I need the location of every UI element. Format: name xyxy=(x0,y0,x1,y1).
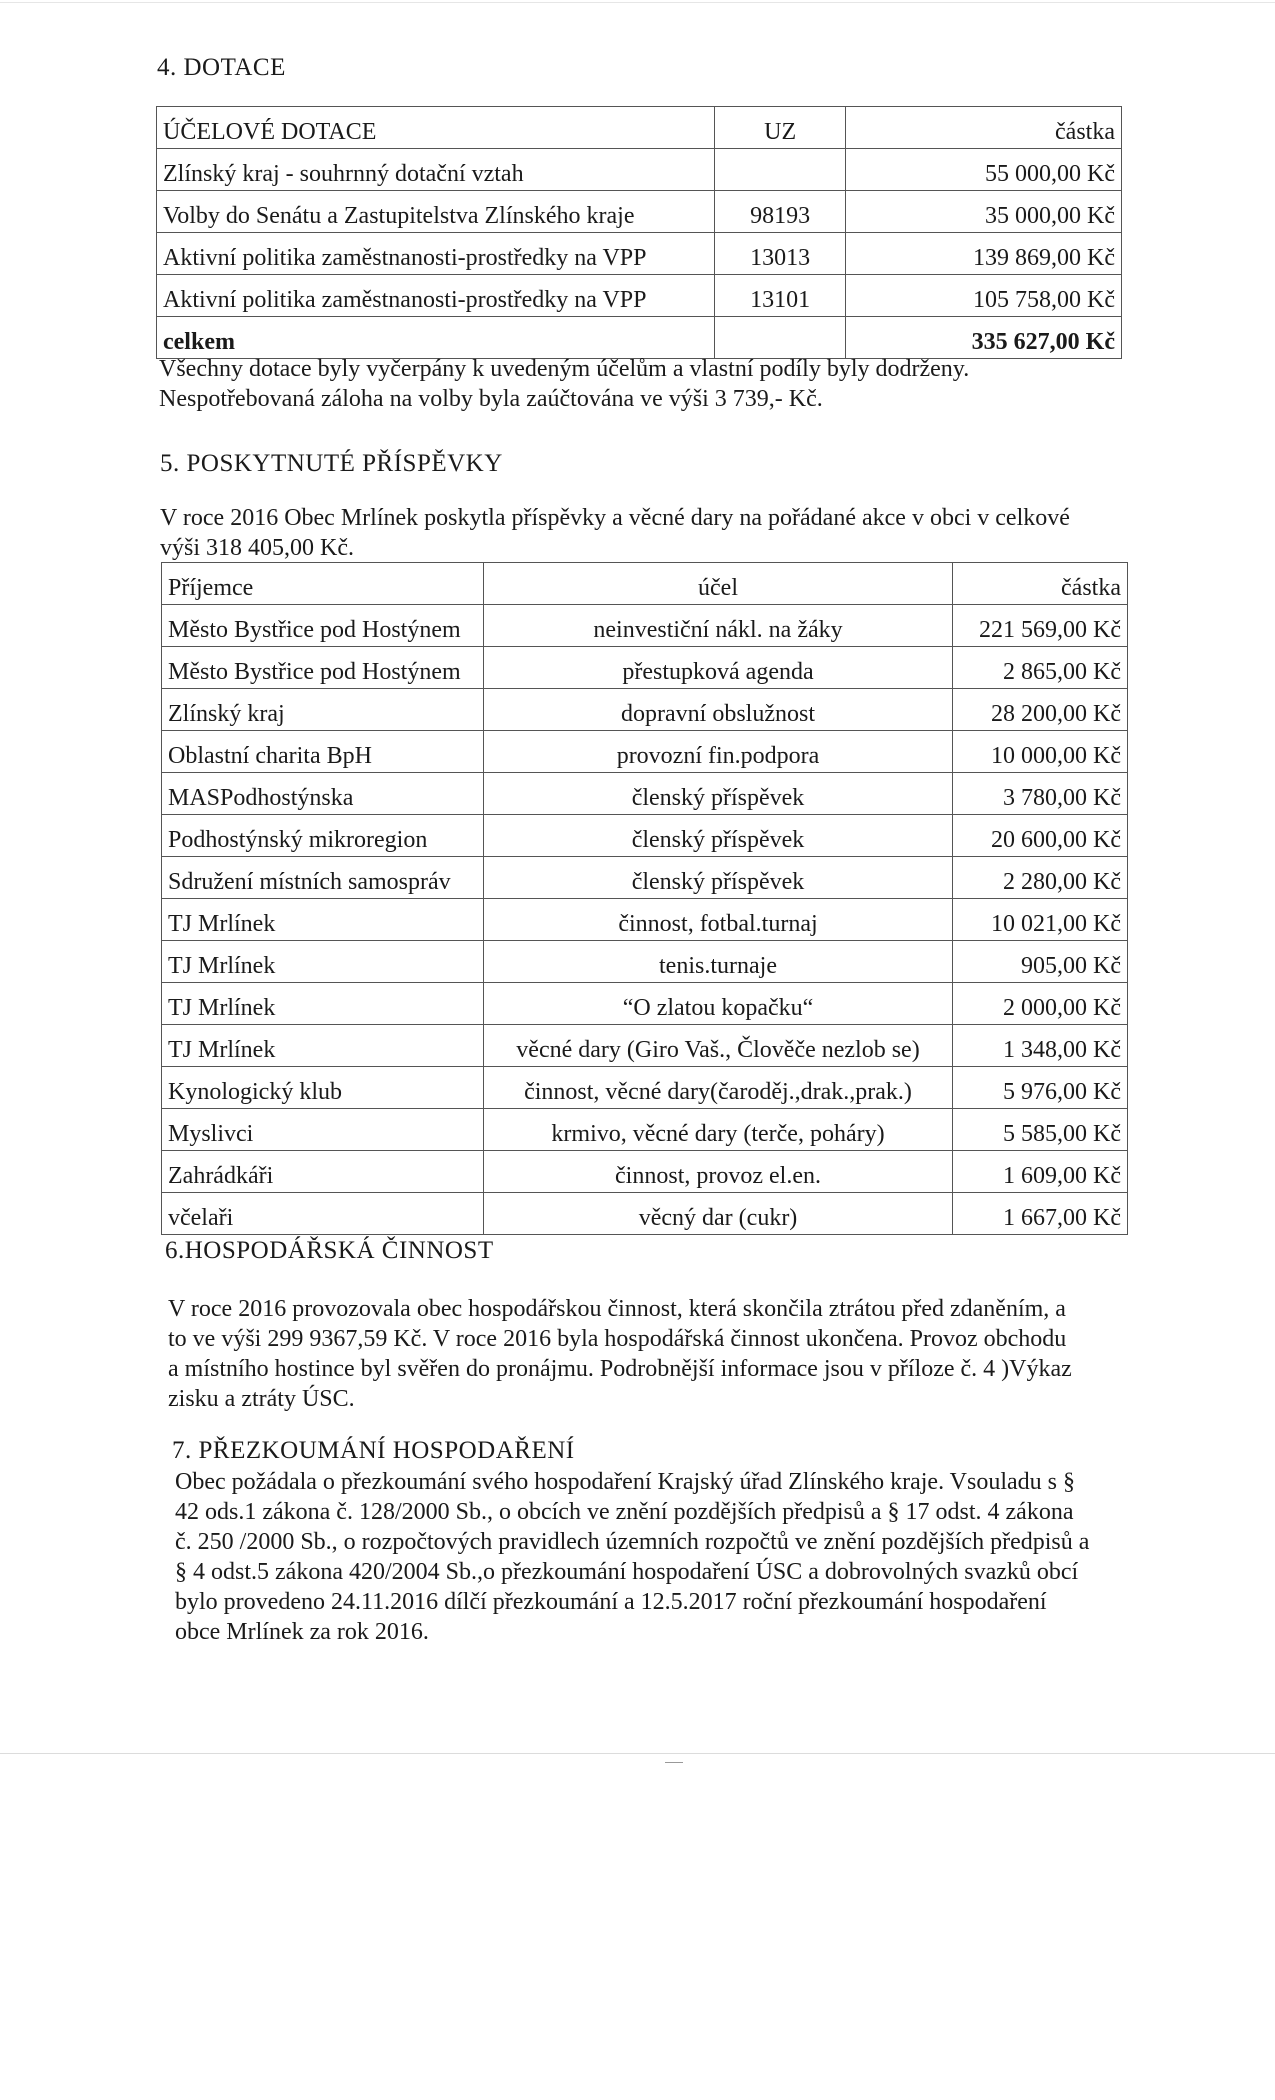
table-cell: 905,00 Kč xyxy=(953,941,1128,983)
table-row xyxy=(157,149,1122,191)
table-row xyxy=(162,647,1128,689)
header-cell: Příjemce xyxy=(162,563,484,605)
total-value: 335 627,00 Kč xyxy=(846,317,1122,359)
table-cell: TJ Mrlínek xyxy=(162,983,484,1025)
table-row xyxy=(162,1193,1128,1235)
scan-edge-top xyxy=(0,2,1275,3)
table-cell: TJ Mrlínek xyxy=(162,941,484,983)
table-row xyxy=(157,275,1122,317)
header-cell: ÚČELOVÉ DOTACE xyxy=(157,107,715,149)
table-cell: 2 000,00 Kč xyxy=(953,983,1128,1025)
table-cell: 28 200,00 Kč xyxy=(953,689,1128,731)
economic-activity-text xyxy=(168,1294,1072,1414)
header-cell: částka xyxy=(846,107,1122,149)
subsidies-note xyxy=(159,354,969,414)
table-cell: Zlínský kraj - souhrnný dotační vztah xyxy=(157,149,715,191)
text-line: to ve výši 299 9367,59 Kč. V roce 2016 byla hospodářská činnost ukončena. Provoz obchodu xyxy=(168,1326,1067,1352)
table-cell: 1 348,00 Kč xyxy=(953,1025,1128,1067)
contributions-table xyxy=(161,562,1128,1235)
table-row xyxy=(162,815,1128,857)
text-line: bylo provedeno 24.11.2016 dílčí přezkoumání a 12.5.2017 roční přezkoumání hospodaření xyxy=(175,1589,1047,1615)
table-cell: “O zlatou kopačku“ xyxy=(483,983,952,1025)
table-cell: Oblastní charita BpH xyxy=(162,731,484,773)
table-cell: 5 976,00 Kč xyxy=(953,1067,1128,1109)
header-cell: UZ xyxy=(714,107,846,149)
text-line: Obec požádala o přezkoumání svého hospodaření Krajský úřad Zlínského kraje. Vsouladu s § xyxy=(175,1469,1075,1495)
table-row xyxy=(157,191,1122,233)
table-cell: 55 000,00 Kč xyxy=(846,149,1122,191)
header-cell: částka xyxy=(953,563,1128,605)
table-cell: Sdružení místních samospráv xyxy=(162,857,484,899)
table-cell: přestupková agenda xyxy=(483,647,952,689)
text-line: 42 ods.1 zákona č. 128/2000 Sb., o obcích ve znění pozdějších předpisů a § 17 odst. 4 zákona xyxy=(175,1499,1074,1525)
table-row xyxy=(162,941,1128,983)
table-cell: Aktivní politika zaměstnanosti-prostředky na VPP xyxy=(157,275,715,317)
table-cell: 139 869,00 Kč xyxy=(846,233,1122,275)
table-cell: 10 000,00 Kč xyxy=(953,731,1128,773)
table-cell xyxy=(714,317,846,359)
table-cell: Město Bystřice pod Hostýnem xyxy=(162,605,484,647)
table-cell: činnost, provoz el.en. xyxy=(483,1151,952,1193)
table-row xyxy=(162,857,1128,899)
contributions-intro xyxy=(160,503,1070,563)
table-row xyxy=(162,1109,1128,1151)
scan-edge-divider xyxy=(0,1753,1275,1754)
section-7-heading: 7. PŘEZKOUMÁNÍ HOSPODAŘENÍ xyxy=(172,1437,575,1464)
table-cell: neinvestiční nákl. na žáky xyxy=(483,605,952,647)
section-6-heading: 6.HOSPODÁŘSKÁ ČINNOST xyxy=(165,1237,494,1264)
text-line: § 4 odst.5 zákona 420/2004 Sb.,o přezkoumání hospodaření ÚSC a dobrovolných svazků obcí xyxy=(175,1559,1079,1585)
table-cell: 2 865,00 Kč xyxy=(953,647,1128,689)
table-cell: TJ Mrlínek xyxy=(162,899,484,941)
table-row xyxy=(162,1067,1128,1109)
table-row xyxy=(162,1151,1128,1193)
table-cell: Město Bystřice pod Hostýnem xyxy=(162,647,484,689)
text-line: Všechny dotace byly vyčerpány k uvedeným účelům a vlastní podíly byly dodrženy. xyxy=(159,356,970,382)
table-cell: Aktivní politika zaměstnanosti-prostředky na VPP xyxy=(157,233,715,275)
header-cell: účel xyxy=(483,563,952,605)
table-cell: provozní fin.podpora xyxy=(483,731,952,773)
table-cell: členský příspěvek xyxy=(483,773,952,815)
table-cell: činnost, věcné dary(čaroděj.,drak.,prak.) xyxy=(483,1067,952,1109)
table-cell: 1 667,00 Kč xyxy=(953,1193,1128,1235)
table-cell: tenis.turnaje xyxy=(483,941,952,983)
table-cell: činnost, fotbal.turnaj xyxy=(483,899,952,941)
table-cell: MASPodhostýnska xyxy=(162,773,484,815)
section-5-heading: 5. POSKYTNUTÉ PŘÍSPĚVKY xyxy=(160,450,503,477)
table-row xyxy=(162,773,1128,815)
table-row xyxy=(162,1025,1128,1067)
table-cell: Myslivci xyxy=(162,1109,484,1151)
table-header-row xyxy=(162,563,1128,605)
table-cell: Volby do Senátu a Zastupitelstva Zlínského kraje xyxy=(157,191,715,233)
text-line: zisku a ztráty ÚSC. xyxy=(168,1386,355,1412)
total-label: celkem xyxy=(157,317,715,359)
table-cell: Zahrádkáři xyxy=(162,1151,484,1193)
table-cell: Podhostýnský mikroregion xyxy=(162,815,484,857)
table-cell: 3 780,00 Kč xyxy=(953,773,1128,815)
text-line: obce Mrlínek za rok 2016. xyxy=(175,1619,429,1645)
table-cell: 5 585,00 Kč xyxy=(953,1109,1128,1151)
table-row xyxy=(162,605,1128,647)
table-row xyxy=(162,731,1128,773)
table-row xyxy=(162,983,1128,1025)
section-4-heading: 4. DOTACE xyxy=(157,54,286,81)
subsidies-table xyxy=(156,106,1122,359)
table-cell: 1 609,00 Kč xyxy=(953,1151,1128,1193)
table-cell: členský příspěvek xyxy=(483,857,952,899)
text-line: a místního hostince byl svěřen do pronájmu. Podrobnější informace jsou v příloze č. 4 )Výkaz xyxy=(168,1356,1072,1382)
scan-mark xyxy=(665,1762,683,1763)
table-cell: 2 280,00 Kč xyxy=(953,857,1128,899)
audit-text xyxy=(175,1467,1089,1647)
text-line: výši 318 405,00 Kč. xyxy=(160,535,354,561)
table-cell: 221 569,00 Kč xyxy=(953,605,1128,647)
table-cell: 10 021,00 Kč xyxy=(953,899,1128,941)
table-cell: 20 600,00 Kč xyxy=(953,815,1128,857)
text-line: V roce 2016 provozovala obec hospodářskou činnost, která skončila ztrátou před zdaněním, a xyxy=(168,1296,1066,1322)
table-cell: TJ Mrlínek xyxy=(162,1025,484,1067)
table-cell xyxy=(714,149,846,191)
table-total-row xyxy=(157,317,1122,359)
text-line: Nespotřebovaná záloha na volby byla zaúčtována ve výši 3 739,- Kč. xyxy=(159,386,823,412)
table-header-row xyxy=(157,107,1122,149)
table-cell: krmivo, věcné dary (terče, poháry) xyxy=(483,1109,952,1151)
table-row xyxy=(162,689,1128,731)
table-cell: dopravní obslužnost xyxy=(483,689,952,731)
table-cell: 13013 xyxy=(714,233,846,275)
text-line: č. 250 /2000 Sb., o rozpočtových pravidlech územních rozpočtů ve znění pozdějších předpisů a xyxy=(175,1529,1090,1555)
table-cell: 35 000,00 Kč xyxy=(846,191,1122,233)
table-cell: včelaři xyxy=(162,1193,484,1235)
table-cell: 98193 xyxy=(714,191,846,233)
table-cell: Zlínský kraj xyxy=(162,689,484,731)
table-cell: členský příspěvek xyxy=(483,815,952,857)
table-cell: 13101 xyxy=(714,275,846,317)
table-cell: 105 758,00 Kč xyxy=(846,275,1122,317)
table-cell: věcné dary (Giro Vaš., Člověče nezlob se) xyxy=(483,1025,952,1067)
table-cell: Kynologický klub xyxy=(162,1067,484,1109)
text-line: V roce 2016 Obec Mrlínek poskytla příspěvky a věcné dary na pořádané akce v obci v celkové xyxy=(160,505,1070,531)
table-cell: věcný dar (cukr) xyxy=(483,1193,952,1235)
table-row xyxy=(157,233,1122,275)
table-row xyxy=(162,899,1128,941)
